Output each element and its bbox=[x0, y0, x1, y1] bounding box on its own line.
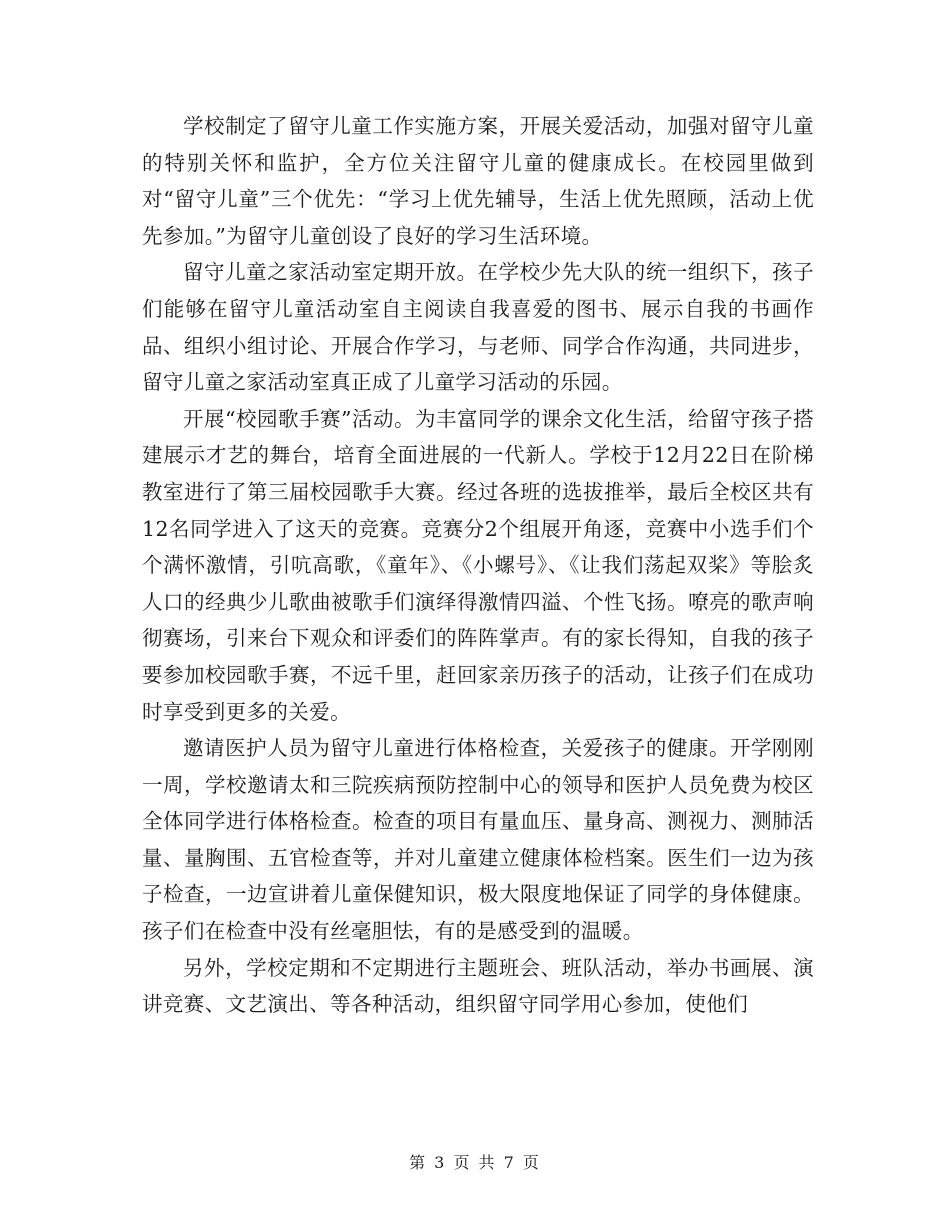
paragraph-singing-contest: 开展“校园歌手赛”活动。为丰富同学的课余文化生活，给留守孩子搭建展示才艺的舞台，培育全面进展的一代新人。学校于12月22日在阶梯教室进行了第三届校园歌手大赛。经过各班的选拔推举，最后全校区共有12名同学进入了这天的竞赛。竞赛分2个组展开角逐，竞赛中小选手们个个满怀激情，引吭高歌，《童年》、《小螺号》、《让我们荡起双桨》等脍炙人口的经典少儿歌曲被歌手们演绎得激情四溢、个性飞扬。嘹亮的歌声响彻赛场，引来台下观众和评委们的阵阵掌声。有的家长得知，自我的孩子要参加校园歌手赛，不远千里，赶回家亲历孩子的活动，让孩子们在成功时享受到更多的关爱。 bbox=[142, 406, 814, 724]
paragraph-activity-room: 留守儿童之家活动室定期开放。在学校少先大队的统一组织下，孩子们能够在留守儿童活动室自主阅读自我喜爱的图书、展示自我的书画作品、组织小组讨论、开展合作学习，与老师、同学合作沟通，共同进步，留守儿童之家活动室真正成了儿童学习活动的乐园。 bbox=[142, 260, 814, 395]
page-number-footer: 第 3 页 共 7 页 bbox=[409, 1153, 541, 1172]
paragraph-health-check: 邀请医护人员为留守儿童进行体格检查，关爱孩子的健康。开学刚刚一周，学校邀请太和三院疾病预防控制中心的领导和医护人员免费为校区全体同学进行体格检查。检查的项目有量血压、量身高、测视力、测肺活量、量胸围、五官检查等，并对儿童建立健康体检档案。医生们一边为孩子检查，一边宣讲着儿童保健知识，极大限度地保证了同学的身体健康。孩子们在检查中没有丝毫胆怯，有的是感受到的温暖。 bbox=[142, 736, 814, 944]
paragraph-care-plan: 学校制定了留守儿童工作实施方案，开展关爱活动，加强对留守儿童的特别关怀和监护，全方位关注留守儿童的健康成长。在校园里做到对“留守儿童”三个优先：“学习上优先辅导，生活上优先照顾，活动上优先参加。”为留守儿童创设了良好的学习生活环境。 bbox=[142, 114, 814, 248]
document-body bbox=[142, 108, 814, 1023]
paragraph-other-activities: 另外，学校定期和不定期进行主题班会、班队活动，举办书画展、演讲竞赛、文艺演出、等各种活动，组织留守同学用心参加，使他们 bbox=[142, 955, 814, 1017]
